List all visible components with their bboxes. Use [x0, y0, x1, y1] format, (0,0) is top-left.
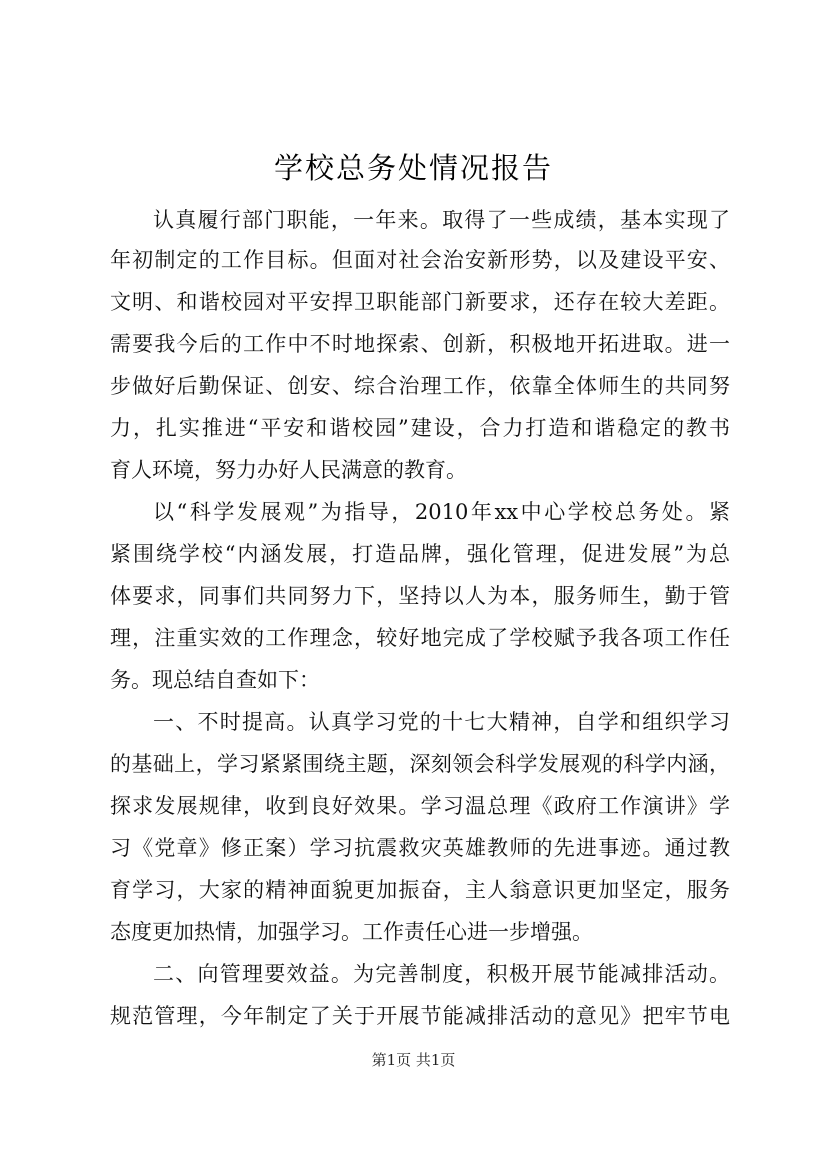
paragraph-2-line-3: 体要求，同事们共同努力下，坚持以人为本，服务师生，勤于管	[110, 584, 730, 608]
paragraph-1-line-2: 年初制定的工作目标。但面对社会治安新形势，以及建设平安、	[110, 248, 730, 272]
paragraph-2-line-4: 理，注重实效的工作理念，较好地完成了学校赋予我各项工作任	[110, 626, 730, 650]
paragraph-2-line-1: 以“科学发展观”为指导，2010年xx中心学校总务处。紧	[153, 500, 730, 524]
paragraph-4-line-2: 规范管理，今年制定了关于开展节能减排活动的意见》把牢节电	[110, 1004, 730, 1028]
paragraph-1-line-5: 步做好后勤保证、创安、综合治理工作，依靠全体师生的共同努	[110, 374, 730, 398]
paragraph-1-line-6: 力，扎实推进“平安和谐校园”建设，合力打造和谐稳定的教书	[110, 416, 730, 440]
paragraph-2-line-5: 务。现总结自查如下：	[110, 668, 320, 692]
paragraph-1-line-3: 文明、和谐校园对平安捍卫职能部门新要求，还存在较大差距。	[110, 290, 730, 314]
document-title: 学校总务处情况报告	[273, 151, 553, 185]
page-number-footer: 第1页 共1页	[371, 1051, 456, 1069]
paragraph-3-line-1: 一、不时提高。认真学习党的十七大精神，自学和组织学习	[153, 710, 730, 734]
paragraph-3-line-4: 习《党章》修正案）学习抗震救灾英雄教师的先进事迹。通过教	[110, 836, 730, 860]
paragraph-3-line-2: 的基础上，学习紧紧围绕主题，深刻领会科学发展观的科学内涵，	[110, 752, 730, 776]
paragraph-2-line-2: 紧围绕学校“内涵发展，打造品牌，强化管理，促进发展”为总	[110, 542, 730, 566]
paragraph-3-line-6: 态度更加热情，加强学习。工作责任心进一步增强。	[110, 920, 593, 944]
paragraph-3-line-3: 探求发展规律，收到良好效果。学习温总理《政府工作演讲》学	[110, 794, 730, 818]
paragraph-1-line-1: 认真履行部门职能，一年来。取得了一些成绩，基本实现了	[153, 208, 730, 232]
paragraph-3-line-5: 育学习，大家的精神面貌更加振奋，主人翁意识更加坚定，服务	[110, 878, 730, 902]
paragraph-1-line-4: 需要我今后的工作中不时地探索、创新，积极地开拓进取。进一	[110, 332, 730, 356]
paragraph-1-line-7: 育人环境，努力办好人民满意的教育。	[110, 458, 467, 482]
paragraph-4-line-1: 二、向管理要效益。为完善制度，积极开展节能减排活动。	[153, 962, 730, 986]
